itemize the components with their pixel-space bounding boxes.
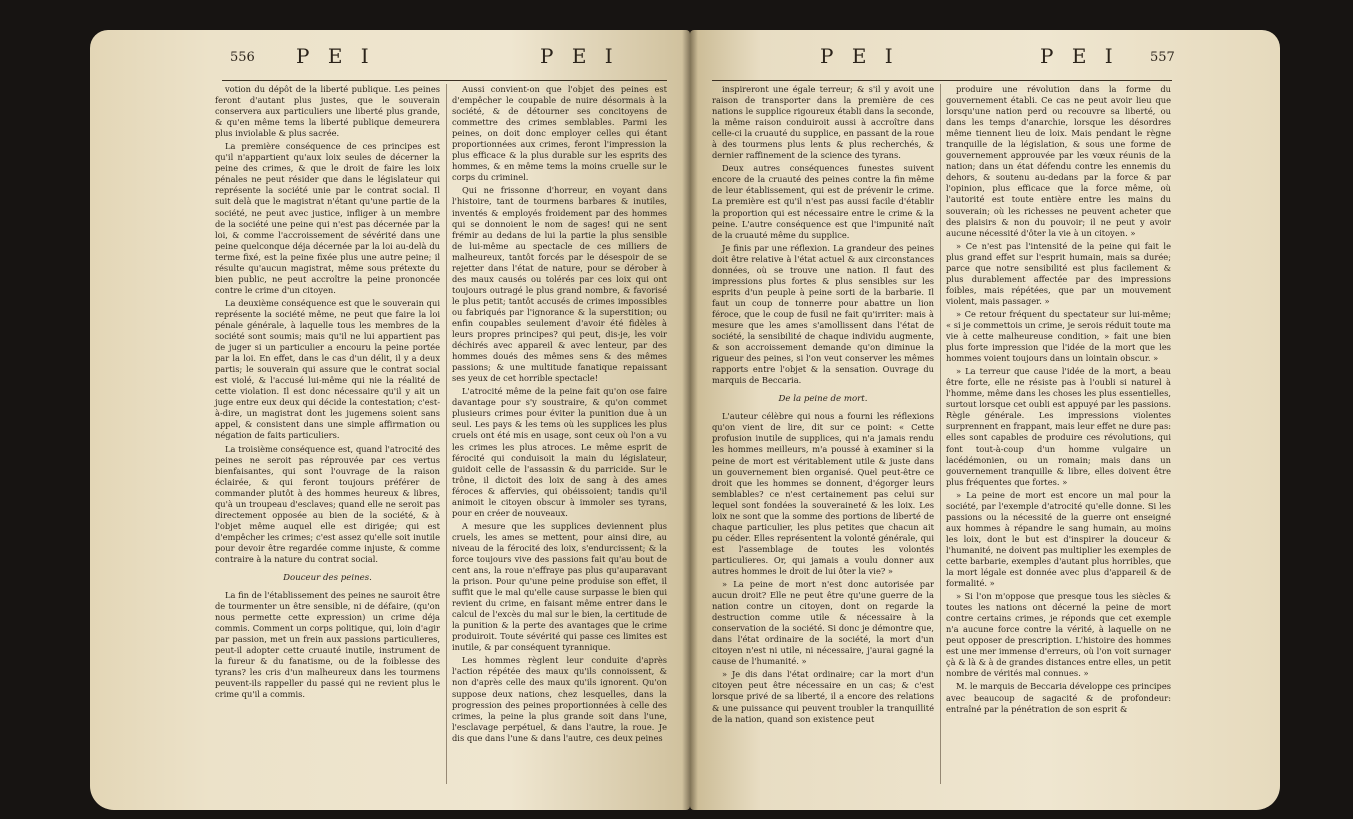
paragraph: La deuxième conséquence est que le souverain qui représente la société même, ne peut que faire la loi pénale générale, à laquelle tous les membres de la société sont soumis; mais qu'il ne lui appartient pas de juger si un particulier a encouru la peine portée par la loi. En effet, dans le cas d'un délit, il y a deux partis; le souverain qui assure que le contrat social est violé, & l'accusé lui-même qui nie la réalité de cette violation. Il est donc nécessaire qu'il y ait un juge entre eux deux qui décide la contestation; c'est-à-dire, un magistrat dont les jugemens soient sans appel, & consistent dans une simple affirmation ou négation de faits particuliers.: [215, 297, 440, 441]
paragraph: » Si l'on m'oppose que presque tous les siècles & toutes les nations ont décerné la peine de mort contre certains crimes, je réponds que cet exemple n'a aucune force contre la vérité, à laquelle on ne peut opposer de prescription. L'histoire des hommes est une mer immense d'erreurs, où l'on voit surnager çà & là & à de grandes distances entre elles, un petit nombre de vérités mal connues. »: [946, 591, 1171, 679]
right-running-head-1: P E I: [820, 44, 899, 68]
paragraph: votion du dépôt de la liberté publique. Les peines feront d'autant plus justes, que le souverain conservera aux particuliers une liberté plus grande, & qu'en même tems la liberté publique demeurera plus inviolable & plus sacrée.: [215, 84, 440, 139]
paragraph: » La terreur que cause l'idée de la mort, a beau être forte, elle ne résiste pas à l'oubli si naturel à l'homme, même dans les choses les plus essentielles, surtout lorsque cet oubli est appuyé par les passions. Règle générale. Les impressions violentes surprennent en frappant, mais leur effet ne dure pas: elles sont capables de produire ces révolutions, qui font tout-à-coup d'un homme vulgaire un lacédémonien, ou un romain; mais dans un gouvernement tranquille & libre, elles doivent être plus fréquentes que fortes. »: [946, 366, 1171, 487]
right-column-divider: [940, 84, 941, 784]
paragraph: » La peine de mort est encore un mal pour la société, par l'exemple d'atrocité qu'elle donne. Si les passions ou la nécessité de la guerre ont enseigné aux hommes à répandre le sang humain, au moins les loix, dont le but est d'inspirer la douceur & l'humanité, ne doivent pas multiplier les exemples de cette barbarie, exemples d'autant plus horribles, que la mort légale est donnée avec plus d'appareil & de formalité. »: [946, 489, 1171, 589]
paragraph: » Ce retour fréquent du spectateur sur lui-même; « si je commettois un crime, je serois réduit toute ma vie à cette malheureuse condition, » fait une bien plus forte impression que l'idée de la mort que les hommes voient toujours dans un lointain obscur. »: [946, 308, 1171, 364]
left-column-1: [215, 84, 440, 703]
left-header-rule: [222, 80, 667, 81]
left-column-2: [452, 84, 667, 746]
paragraph: Deux autres conséquences funestes suivent encore de la cruauté des peines contre la fin même de leur établissement, qui est de prévenir le crime. La première est qu'il n'est pas aussi facile d'établir la proportion qui est nécessaire entre le crime & la peine. L'autre conséquence est que l'impunité naît de la cruauté même du supplice.: [712, 163, 934, 240]
right-page-number: 557: [1150, 50, 1175, 65]
right-column-2: [946, 84, 1171, 717]
right-column-1: [712, 84, 934, 727]
left-running-head-1: P E I: [296, 44, 375, 68]
paragraph: L'auteur célèbre qui nous a fourni les réflexions qu'on vient de lire, dit sur ce point: « Cette profusion inutile de supplices, qui n'a jamais rendu les hommes meilleurs, m'a poussé à examiner si la peine de mort est véritablement utile & juste dans un gouvernement bien organisé. Quel peut-être ce droit que les hommes se donnent, d'égorger leurs semblables? ce n'est certainement pas celui sur lequel sont fondées la souveraineté & les loix. Les loix ne sont que la somme des portions de liberté de chaque particulier, les plus petites que chacun ait pu céder. Elles représentent la volonté générale, qui est l'assemblage de toutes les volontés particulieres. Or, qui jamais a voulu donner aux autres hommes le droit de lui ôter la vie? »: [712, 411, 934, 576]
paragraph: » La peine de mort n'est donc autorisée par aucun droit? Elle ne peut être qu'une guerre de la nation contre un citoyen, dont on regarde la destruction comme utile & nécessaire à la conservation de la société. Si donc je démontre que, dans l'état ordinaire de la société, la mort d'un citoyen n'est ni utile, ni nécessaire, j'aurai gagné la cause de l'humanité. »: [712, 579, 934, 667]
paragraph: Aussi convient-on que l'objet des peines est d'empêcher le coupable de nuire désormais à la société, & de détourner ses concitoyens de commettre des crimes semblables. Parmi les peines, on doit donc employer celles qui étant proportionnées aux crimes, feront l'impression la plus efficace & la plus durable sur les esprits des hommes, & en même tems la moins cruelle sur le corps du criminel.: [452, 84, 667, 183]
paragraph: A mesure que les supplices deviennent plus cruels, les ames se mettent, pour ainsi dire, au niveau de la férocité des loix, s'endurcissent; & la force toujours vive des passions fait qu'au bout de cent ans, la roue n'effraye pas plus qu'auparavant la prison. Pour qu'une peine produise son effet, il suffit que le mal qu'elle cause surpasse le bien qui revient du crime, en faisant même entrer dans le calcul de l'excès du mal sur le bien, la certitude de la punition & la perte des avantages que le crime produiroit. Toute sévérité qui passe ces limites est inutile, & par conséquent tyrannique.: [452, 520, 667, 653]
left-page-number: 556: [230, 50, 255, 65]
paragraph: M. le marquis de Beccaria développe ces principes avec beaucoup de sagacité & de profondeur: entraîné par la pénétration de son esprit &: [946, 681, 1171, 714]
paragraph: La troisième conséquence est, quand l'atrocité des peines ne seroit pas réprouvée par ces vertus bienfaisantes, qui sont l'ouvrage de la raison éclairée, & qui feront toujours préférer de commander plutôt à des hommes heureux & libres, qu'à un troupeau d'esclaves; quand elle ne seroit pas directement opposée au bien de la société, & à l'objet même auquel elle est dirigée; qui est d'empêcher les crimes; c'est assez qu'elle soit inutile pour devoir être regardée comme injuste, & comme contraire à la nature du contrat social.: [215, 443, 440, 564]
paragraph: L'atrocité même de la peine fait qu'on ose faire davantage pour s'y soustraire, & qu'on commet plusieurs crimes pour éviter la punition due à un seul. Les pays & les tems où les supplices les plus cruels ont été mis en usage, sont ceux où l'on a vu les crimes les plus atroces. Le même esprit de férocité qui conduisoit la main du législateur, guidoit celle de l'assassin & du parricide. Sur le trône, il dictoit des loix de sang à des ames féroces & affervies, qui obéissoient; tandis qu'il animoit le citoyen obscur à immoler ses tyrans, pour en créer de nouveaux.: [452, 386, 667, 518]
paragraph: produire une révolution dans la forme du gouvernement établi. Ce cas ne peut avoir lieu que lorsqu'une nation perd ou recouvre sa liberté, ou dans les temps d'anarchie, lorsque les désordres même tiennent lieu de loix. Mais pendant le règne tranquille de la législation, & sous une forme de gouvernement approuvée par les vœux réunis de la nation; dans un état défendu contre les ennemis du dehors, & soutenu au-dedans par la force & par l'opinion, plus efficace que la force même, où l'autorité est toute entière entre les mains du souverain; où les richesses ne peuvent acheter que des plaisirs & non du pouvoir; il ne peut y avoir aucune nécessité d'ôter la vie à un citoyen. »: [946, 84, 1171, 238]
left-running-head-2: P E I: [540, 44, 619, 68]
paragraph: » Je dis dans l'état ordinaire; car la mort d'un citoyen peut être nécessaire en un cas; & c'est lorsque privé de sa liberté, il a encore des relations & une puissance qui peuvent troubler la tranquillité de la nation, quand son existence peut: [712, 669, 934, 724]
paragraph: inspireront une égale terreur; & s'il y avoit une raison de transporter dans la première de ces nations le supplice rigoureux établi dans la seconde, la même raison conduiroit aussi à accroître dans celle-ci la cruauté du supplice, en passant de la roue à des tourmens plus lents & plus recherchés, & dernier raffinement de la science des tyrans.: [712, 84, 934, 161]
paragraph: Les hommes règlent leur conduite d'après l'action répétée des maux qu'ils connoissent, & non d'après celle des maux qu'ils ignorent. Qu'on suppose deux nations, chez lesquelles, dans la progression des peines proportionnées à celle des crimes, la peine la plus grande soit dans l'une, l'esclavage perpétuel, & dans l'autre, la roue. Je dis que dans l'une & dans l'autre, ces deux peines: [452, 655, 667, 743]
right-header-rule: [712, 80, 1172, 81]
book-gutter: [682, 30, 698, 810]
paragraph: Je finis par une réflexion. La grandeur des peines doit être relative à l'état actuel & aux circonstances données, où se trouve une nation. Il faut des impressions plus fortes & plus sensibles sur les esprits d'un peuple à peine sorti de la barbarie. Il faut un coup de tonnerre pour abattre un lion féroce, que le coup de fusil ne fait qu'irriter: mais à mesure que les ames s'amollissent dans l'état de société, la sensibilité de chaque individu augmente, & son accroissement demande qu'on diminue la rigueur des peines, si l'on veut conserver les mêmes rapports entre l'objet & la sensation. Ouvrage du marquis de Beccaria.: [712, 242, 934, 386]
section-heading: De la peine de mort.: [778, 394, 868, 405]
right-running-head-2: P E I: [1040, 44, 1119, 68]
section-heading: Douceur des peines.: [283, 573, 372, 584]
paragraph: La fin de l'établissement des peines ne sauroit être de tourmenter un être sensible, ni de défaire, (qu'on nous permette cette expression) un crime déja commis. Comment un corps politique, qui, loin d'agir par passion, met un frein aux passions particulieres, peut-il adopter cette cruauté inutile, instrument de la fureur & du fanatisme, ou de la foiblesse des tyrans? les cris d'un malheureux dans les tourmens peuvent-ils rappeller du passé qui ne revient plus le crime qu'il a commis.: [215, 590, 441, 700]
paragraph: La première conséquence de ces principes est qu'il n'appartient qu'aux loix seules de décerner la peine des crimes, & que le droit de faire les loix pénales ne peut résider que dans le législateur qui représente la société unie par le contrat social. Il suit delà que le magistrat n'étant qu'une partie de la société, ne peut avec justice, infliger à un membre de la société une peine qui n'est pas décernée par la loi, & comme l'accroissement de sévérité dans une peine quelconque déja décernée par la loi au-delà du terme fixé, est la peine fixée plus une autre peine; il résulte qu'aucun magistrat, même sous prétexte du bien public, ne peut accroître la peine prononcée contre le crime d'un citoyen.: [215, 141, 440, 295]
left-column-divider: [446, 84, 447, 784]
paragraph: » Ce n'est pas l'intensité de la peine qui fait le plus grand effet sur l'esprit humain, mais sa durée; parce que notre sensibilité est plus facilement & plus durablement affectée par des impressions foibles, mais répétées, que par un mouvement violent, mais passager. »: [946, 240, 1171, 306]
paragraph: Qui ne frissonne d'horreur, en voyant dans l'histoire, tant de tourmens barbares & inutiles, inventés & employés froidement par des hommes qui se donnoient le nom de sages! qui ne sent frémir au dedans de lui la partie la plus sensible de lui-même au spectacle de ces milliers de malheureux, tantôt forcés par le désespoir de se rejetter dans l'état de nature, pour se dérober à des maux causés ou tolérés par ces loix qui ont toujours outragé le plus grand nombre, & favorisé le plus petit; tantôt accusés de crimes impossibles ou fabriqués par l'ignorance & la superstition; ou enfin coupables seulement d'avoir été fidèles à leurs propres principes? qui peut, dis-je, les voir déchirés avec appareil & avec lenteur, par des hommes doués des mêmes sens & des mêmes passions; & une multitude fanatique repaissant ses yeux de cet horrible spectacle!: [452, 185, 667, 384]
